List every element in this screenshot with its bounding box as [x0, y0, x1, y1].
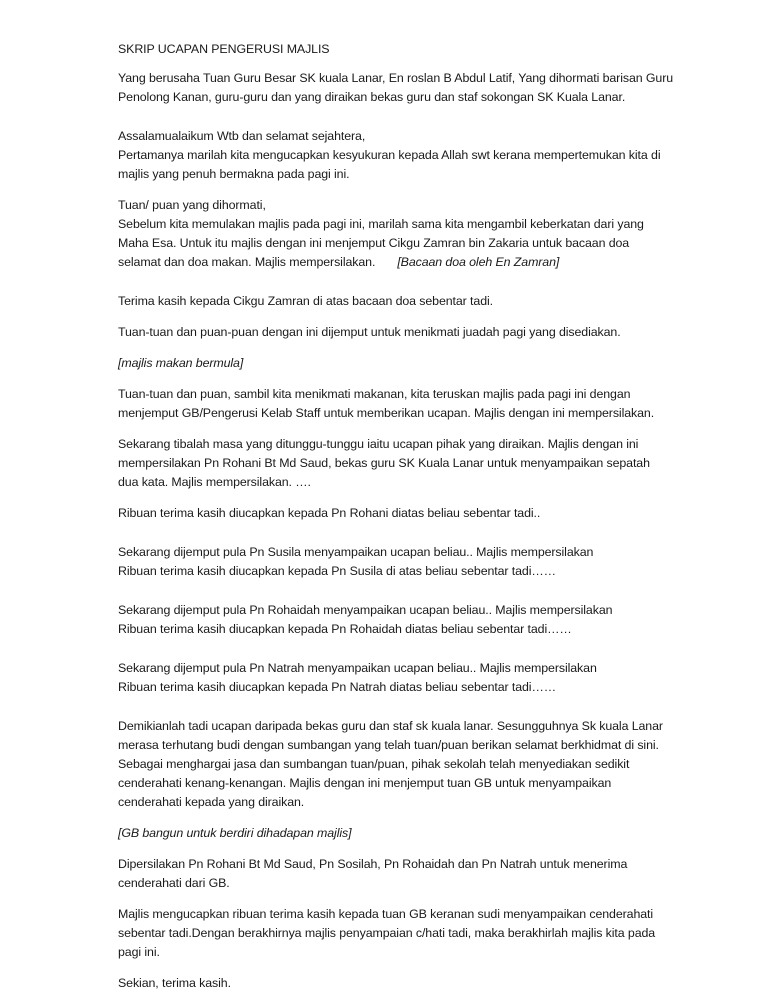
- text-line: Ribuan terima kasih diucapkan kepada Pn Rohaidah diatas beliau sebentar tadi……: [118, 622, 572, 636]
- document-page: [118, 40, 674, 993]
- text-line: Sekarang dijemput pula Pn Rohaidah menyampaikan ucapan beliau.. Majlis mempersilakan: [118, 603, 613, 617]
- text-line: Ribuan terima kasih diucapkan kepada Pn Susila di atas beliau sebentar tadi……: [118, 564, 556, 578]
- stage-note: [Bacaan doa oleh En Zamran]: [397, 255, 560, 269]
- text-line: Ribuan terima kasih diucapkan kepada Pn Natrah diatas beliau sebentar tadi……: [118, 680, 557, 694]
- document-title: SKRIP UCAPAN PENGERUSI MAJLIS: [118, 42, 330, 56]
- text-line: majlis yang penuh bermakna pada pagi ini.: [118, 167, 350, 181]
- text-line: sebentar tadi.Dengan berakhirnya majlis penyampaian c/hati tadi, maka berakhirlah majlis kita pada: [118, 926, 656, 940]
- paragraph-thanks-doa: Terima kasih kepada Cikgu Zamran di atas bacaan doa sebentar tadi.: [118, 294, 493, 308]
- paragraph-doa: [118, 196, 663, 272]
- text-line: Sebagai menghargai jasa dan sumbangan tuan/puan, pihak sekolah telah menyediakan sedikit: [118, 757, 630, 771]
- text-line: Assalamualaikum Wtb dan selamat sejahtera,: [118, 129, 366, 143]
- text-line: Demikianlah tadi ucapan daripada bekas guru dan staf sk kuala lanar. Sesungguhnya Sk kuala Lanar: [118, 719, 663, 733]
- text-line: Yang berusaha Tuan Guru Besar SK kuala Lanar, En roslan B Abdul Latif, Yang dihormati barisan Guru: [118, 71, 674, 85]
- text-line: pagi ini.: [118, 945, 160, 959]
- text-line: cenderahati kenang-kenangan. Majlis dengan ini menjemput tuan GB untuk menyampaikan: [118, 776, 612, 790]
- paragraph-juadah: Tuan-tuan dan puan-puan dengan ini dijemput untuk menikmati juadah pagi yang disediakan.: [118, 325, 621, 339]
- paragraph-penutup: [118, 905, 663, 962]
- text-line: Sebelum kita memulakan majlis pada pagi ini, marilah sama kita mengambil keberkatan dari yang: [118, 217, 644, 231]
- paragraph-cenderahati: [118, 717, 663, 812]
- text-line: Sekarang dijemput pula Pn Susila menyampaikan ucapan beliau.. Majlis mempersilakan: [118, 545, 594, 559]
- paragraph-ucapan-diraikan: [118, 435, 663, 492]
- text-line: Dipersilakan Pn Rohani Bt Md Saud, Pn Sosilah, Pn Rohaidah dan Pn Natrah untuk menerima: [118, 857, 628, 871]
- text-line: mempersilakan Pn Rohani Bt Md Saud, bekas guru SK Kuala Lanar untuk menyampaikan sepatah: [118, 456, 650, 470]
- closing-line: Sekian, terima kasih.: [118, 976, 231, 990]
- text-line: [118, 253, 663, 272]
- text-line: Tuan-tuan dan puan, sambil kita menikmati makanan, kita teruskan majlis pada pagi ini dengan: [118, 387, 631, 401]
- text-line: menjemput GB/Pengerusi Kelab Staff untuk memberikan ucapan. Majlis dengan ini mempersilakan.: [118, 406, 655, 420]
- paragraph-rohaidah: [118, 601, 663, 639]
- paragraph-natrah: [118, 659, 663, 697]
- text-line: Pertamanya marilah kita mengucapkan kesyukuran kepada Allah swt kerana mempertemukan kita di: [118, 148, 661, 162]
- paragraph-salam: [118, 127, 663, 184]
- text-line: Tuan/ puan yang dihormati,: [118, 198, 266, 212]
- paragraph-menerima: [118, 855, 663, 893]
- paragraph-thanks-rohani: Ribuan terima kasih diucapkan kepada Pn Rohani diatas beliau sebentar tadi..: [118, 506, 541, 520]
- text-line: dua kata. Majlis mempersilakan. ….: [118, 475, 311, 489]
- text-line: cenderahati kepada yang diraikan.: [118, 795, 305, 809]
- text-line: cenderahati dari GB.: [118, 876, 230, 890]
- paragraph-greeting: [118, 69, 674, 107]
- paragraph-ucapan-gb: [118, 385, 663, 423]
- text-line: merasa terhutang budi dengan sumbangan yang telah tuan/puan berikan selamat berkhidmat di sini.: [118, 738, 659, 752]
- stage-note: [GB bangun untuk berdiri dihadapan majlis]: [118, 826, 352, 840]
- paragraph-susila: [118, 543, 663, 581]
- text-line: Maha Esa. Untuk itu majlis dengan ini menjemput Cikgu Zamran bin Zakaria untuk bacaan doa: [118, 236, 630, 250]
- text-segment: selamat dan doa makan. Majlis mempersilakan.: [118, 255, 376, 269]
- text-line: Majlis mengucapkan ribuan terima kasih kepada tuan GB keranan sudi menyampaikan cenderahati: [118, 907, 654, 921]
- text-line: Sekarang tibalah masa yang ditunggu-tunggu iaitu ucapan pihak yang diraikan. Majlis dengan ini: [118, 437, 639, 451]
- text-line: Sekarang dijemput pula Pn Natrah menyampaikan ucapan beliau.. Majlis mempersilakan: [118, 661, 597, 675]
- stage-note: [majlis makan bermula]: [118, 356, 244, 370]
- text-line: Penolong Kanan, guru-guru dan yang diraikan bekas guru dan staf sokongan SK Kuala Lanar.: [118, 90, 626, 104]
